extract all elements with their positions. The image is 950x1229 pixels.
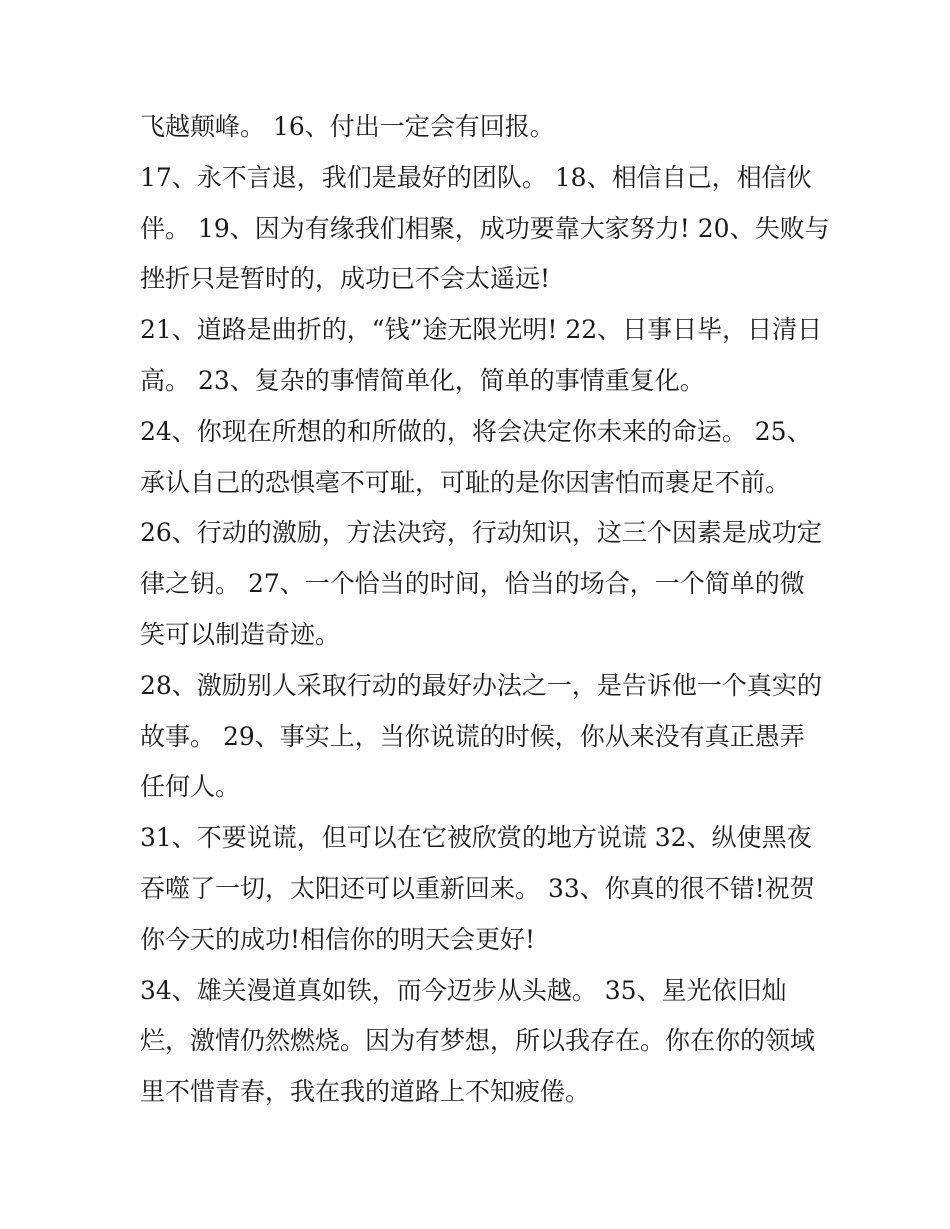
text-line: 17、永不言退，我们是最好的团队。 18、相信自己，相信伙	[140, 162, 812, 192]
text-line: 高。 23、复杂的事情简单化，简单的事情重复化。	[140, 365, 705, 395]
text-line: 飞越颠峰。 16、付出一定会有回报。	[140, 112, 555, 141]
body-text	[140, 102, 840, 1118]
text-line: 挫折只是暂时的，成功已不会太遥远!	[140, 264, 551, 294]
text-line: 任何人。	[140, 772, 241, 802]
text-line: 34、雄关漫道真如铁，而今迈步从头越。 35、星光依旧灿	[140, 975, 787, 1005]
text-line: 故事。 29、事实上，当你说谎的时候，你从来没有真正愚弄	[140, 721, 805, 751]
text-line: 律之钥。 27、一个恰当的时间，恰当的场合，一个简单的微	[140, 569, 805, 599]
text-line: 28、激励别人采取行动的最好办法之一，是告诉他一个真实的	[140, 670, 822, 700]
text-line: 里不惜青春，我在我的道路上不知疲倦。	[140, 1077, 591, 1107]
text-line: 21、道路是曲折的，“钱”途无限光明! 22、日事日毕，日清日	[140, 315, 823, 345]
text-line: 吞噬了一切，太阳还可以重新回来。 33、你真的很不错!祝贺	[140, 873, 815, 903]
text-line: 31、不要说谎，但可以在它被欣赏的地方说谎 32、纵使黑夜	[140, 823, 812, 853]
text-line: 烂，激情仍然燃烧。因为有梦想，所以我存在。你在你的领域	[140, 1026, 816, 1056]
text-line: 笑可以制造奇迹。	[140, 619, 341, 649]
text-line: 伴。 19、因为有缘我们相聚，成功要靠大家努力! 20、失败与	[140, 213, 830, 243]
text-line: 你今天的成功!相信你的明天会更好!	[140, 924, 536, 954]
text-line: 承认自己的恐惧毫不可耻，可耻的是你因害怕而裹足不前。	[140, 467, 791, 497]
text-line: 24、你现在所想的和所做的，将会决定你未来的命运。 25、	[140, 416, 812, 446]
text-line: 26、行动的激励，方法决窍，行动知识，这三个因素是成功定	[140, 518, 822, 548]
